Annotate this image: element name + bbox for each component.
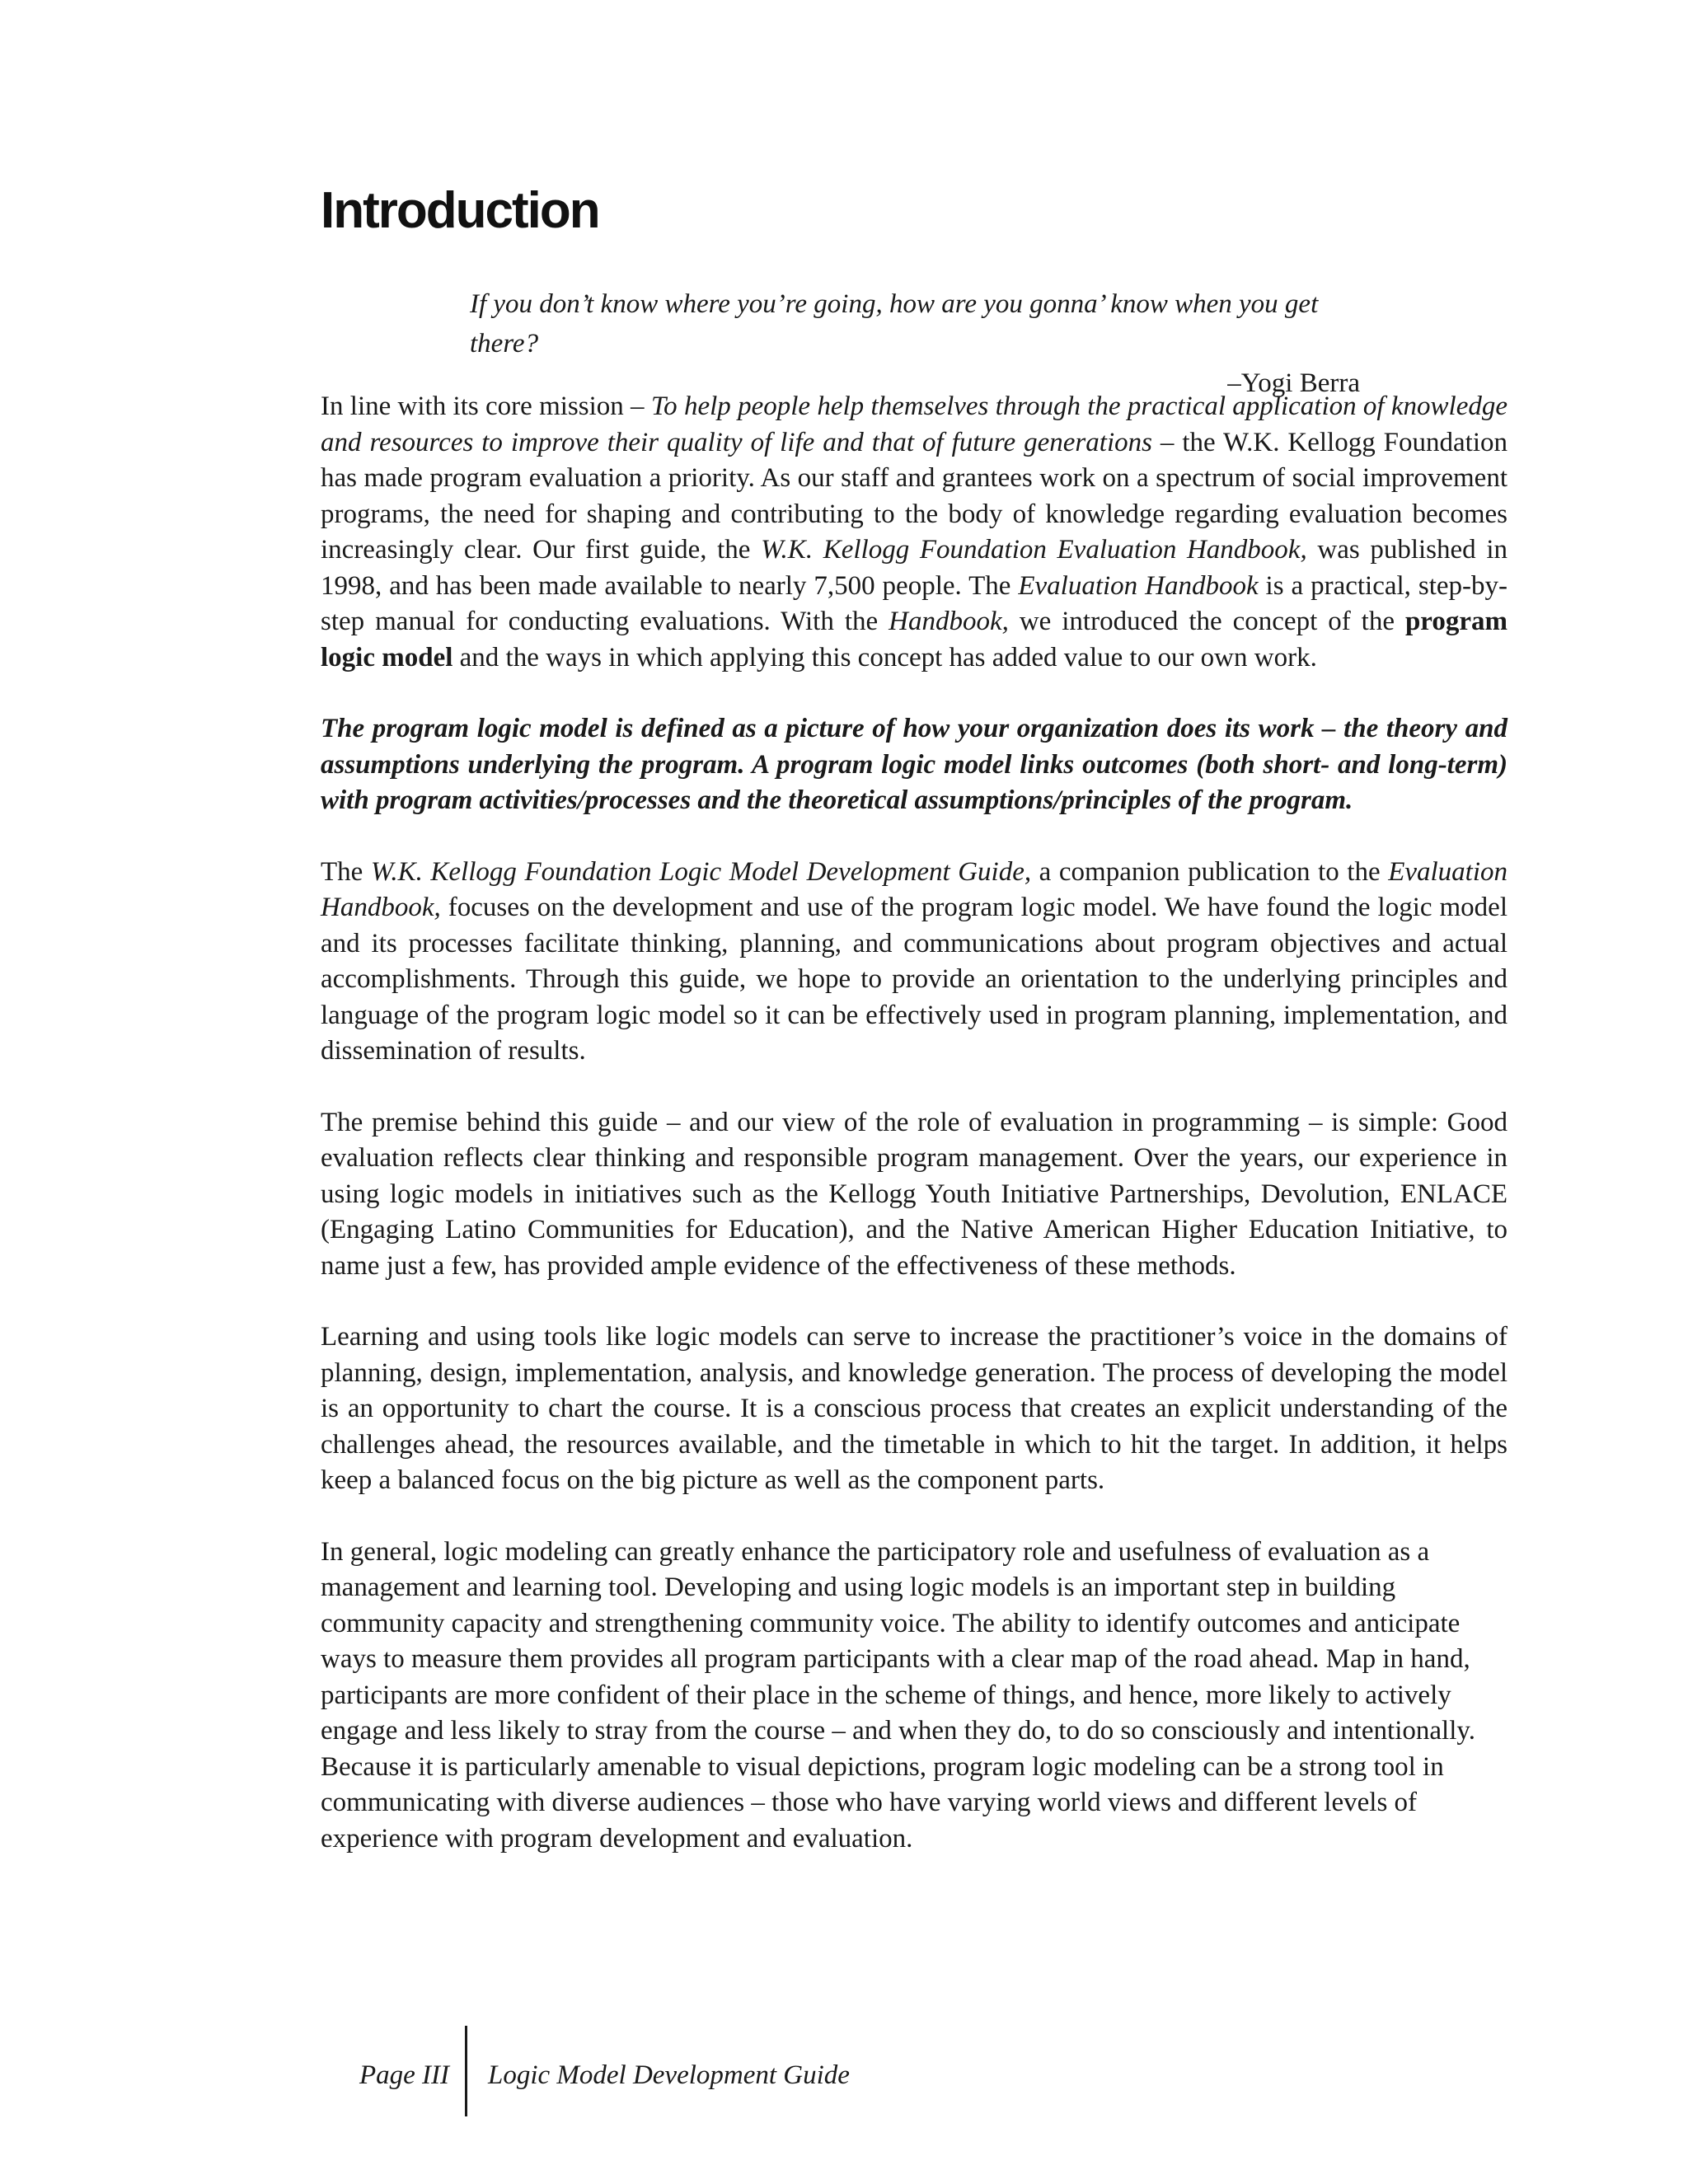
handbook-title-short: Evaluation Handbook bbox=[1018, 570, 1259, 601]
text-run: is a practical, step-by-step manual for conducting evaluations. With the bbox=[321, 570, 1507, 636]
document-title: Logic Model Development Guide bbox=[488, 2060, 850, 2090]
paragraph-mission bbox=[321, 389, 1507, 676]
page-number: Page III bbox=[359, 2060, 449, 2090]
paragraph-premise: The premise behind this guide – and our view of the role of evaluation in programming – is simple: Good evaluation reflects clear thinking and responsible program management. Over the years, our experience in using logic models in initiatives such as the Kellogg Youth Initiative Partnerships, Devolution, ENLACE (Engaging Latino Communities for Education), and the Native American Higher Education Initiative, to name just a few, has provided ample evidence of the effectiveness of these methods. bbox=[321, 1107, 1507, 1281]
epigraph-author: –Yogi Berra bbox=[1227, 368, 1360, 398]
footer-divider bbox=[465, 2026, 467, 2116]
epigraph-quote: If you don’t know where you’re going, how are you gonna’ know when you get there? bbox=[470, 289, 1319, 359]
text-run: was published in 1998, and has been made available to nearly 7,500 people. The bbox=[321, 535, 1507, 601]
guide-title: W.K. Kellogg Foundation Logic Model Development Guide, bbox=[370, 856, 1032, 887]
handbook-ref: Handbook, bbox=[889, 607, 1009, 636]
page-footer bbox=[0, 2026, 1688, 2116]
body-text bbox=[321, 389, 1507, 1857]
handbook-title: Evaluation Handbook, bbox=[321, 856, 1507, 922]
text-run: we introduced the concept of the bbox=[1008, 607, 1405, 636]
paragraph-definition: The program logic model is defined as a picture of how your organization does its work – the theory and assumptions underlying the program. A program logic model links outcomes (both short- and long-term) with program activities/processes and the theoretical assumptions/principles of the program. bbox=[321, 714, 1507, 815]
text-run: focuses on the development and use of the program logic model. We have found the logic model and its processes facilitate thinking, planning, and communications about program objectives and actual accomplishments. Through this guide, we hope to provide an orientation to the underlying principles and language of the program logic model so it can be effectively used in program planning, implementation, and dissemination of results. bbox=[321, 893, 1507, 1066]
text-run: – the W.K. Kellogg Foundation has made program evaluation a priority. As our staff and grantees work on a spectrum of social improvement programs, the need for shaping and contributing to the body of knowledge regarding evaluation becomes increasingly clear. Our first guide, the bbox=[321, 427, 1507, 565]
handbook-title: W.K. Kellogg Foundation Evaluation Handbook, bbox=[761, 535, 1307, 565]
page-title: Introduction bbox=[321, 182, 599, 239]
paragraph-general: In general, logic modeling can greatly enhance the participatory role and usefulness of evaluation as a management and learning tool. Developing and using logic models is an important step in building community capacity and strengthening community voice. The ability to identify outcomes and anticipate ways to measure them provides all program participants with a clear map of the road ahead. Map in hand, participants are more confident of their place in the scheme of things, and hence, more likely to actively engage and less likely to stray from the course – and when they do, to do so consciously and intentionally. Because it is particularly amenable to visual depictions, program logic modeling can be a strong tool in communicating with diverse audiences – those who have varying world views and different levels of experience with program development and evaluation. bbox=[321, 1536, 1475, 1854]
text-run: In line with its core mission – bbox=[321, 391, 651, 421]
text-run: a companion publication to the bbox=[1031, 856, 1389, 887]
text-run: and the ways in which applying this concept has added value to our own work. bbox=[452, 642, 1317, 673]
paragraph-guide bbox=[321, 855, 1507, 1070]
program-logic-model-term: program logic model bbox=[321, 607, 1507, 673]
text-run: The bbox=[321, 856, 371, 887]
paragraph-learning: Learning and using tools like logic models can serve to increase the practitioner’s voice in the domains of planning, design, implementation, analysis, and knowledge generation. The process of developing the model is an opportunity to chart the course. It is a conscious process that creates an explicit understanding of the challenges ahead, the resources available, and the timetable in which to hit the target. In addition, it helps keep a balanced focus on the big picture as well as the component parts. bbox=[321, 1322, 1507, 1495]
mission-statement: To help people help themselves through the practical application of knowledge and resources to improve their quality of life and that of future generations bbox=[321, 391, 1508, 457]
epigraph bbox=[470, 284, 1360, 403]
